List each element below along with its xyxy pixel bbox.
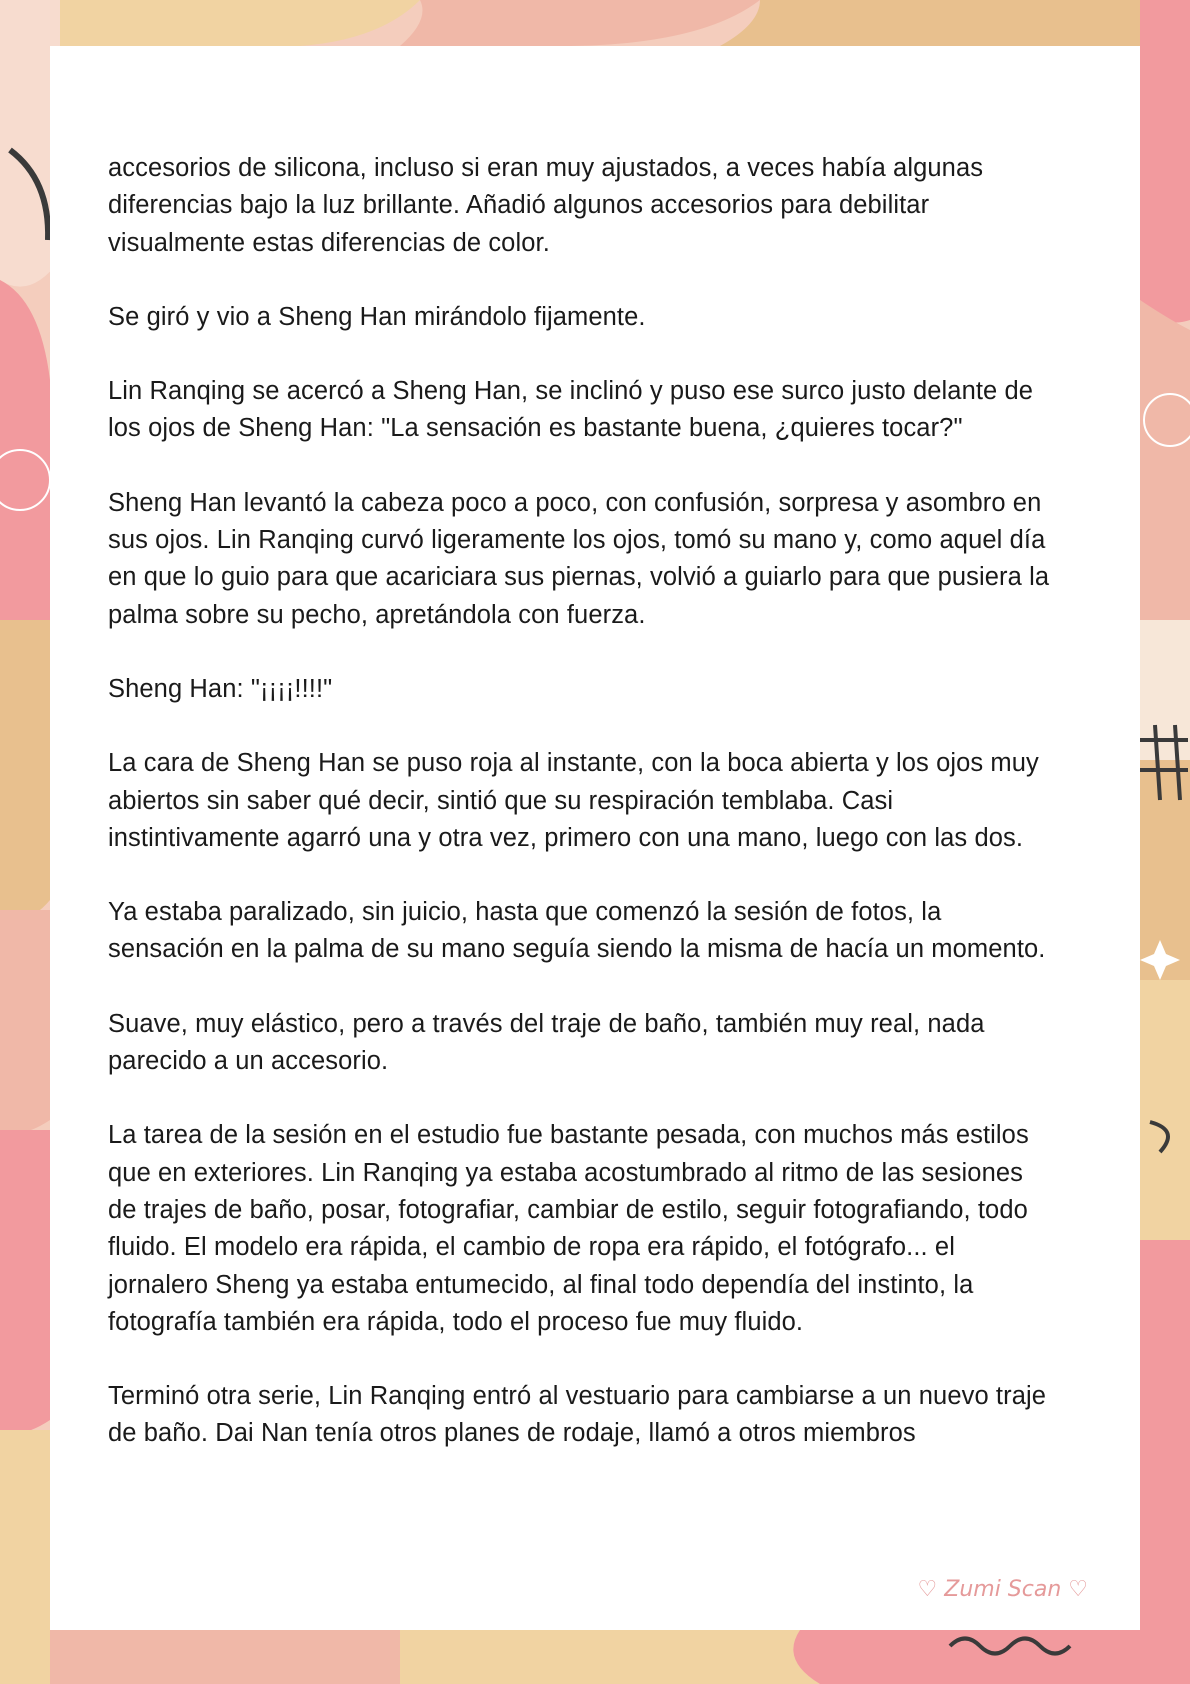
paragraph: Se giró y vio a Sheng Han mirándolo fijamente. [108,302,646,331]
document-page [50,46,1140,1630]
paragraph: Sheng Han levantó la cabeza poco a poco, con confusión, sorpresa y asombro en sus ojos. Lin Ranqing curvó ligeramente los ojos, tomó su mano y, como aquel día en que lo guio para que acariciara sus piernas, volvió a guiarlo para que pusiera la palma sobre su pecho, apretándola con fuerza. [108,488,1050,629]
paragraph: La tarea de la sesión en el estudio fue bastante pesada, con muchos más estilos que en exteriores. Lin Ranqing ya estaba acostumbrado al ritmo de las sesiones de trajes de baño, posar, fotografiar, cambiar de estilo, seguir fotografiando, todo fluido. El modelo era rápida, el cambio de ropa era rápido, el fotógrafo... el jornalero Sheng ya estaba entumecido, al final todo dependía del instinto, la fotografía también era rápida, todo el proceso fue muy fluido. [108,1121,1029,1336]
paragraph: Suave, muy elástico, pero a través del traje de baño, también muy real, nada parecido a un accesorio. [108,1009,985,1076]
footer-credit: ♡ Zumi Scan ♡ [917,1577,1088,1602]
paragraph: Terminó otra serie, Lin Ranqing entró al vestuario para cambiarse a un nuevo traje de baño. Dai Nan tenía otros planes de rodaje, llamó a otros miembros [108,1382,1047,1448]
paragraph: Sheng Han: "¡¡¡¡!!!!" [108,674,333,703]
paragraph: Ya estaba paralizado, sin juicio, hasta que comenzó la sesión de fotos, la sensación en la palma de su mano seguía siendo la misma de hacía un momento. [108,898,1046,964]
paragraph: Lin Ranqing se acercó a Sheng Han, se inclinó y puso ese surco justo delante de los ojos de Sheng Han: "La sensación es bastante buena, ¿quieres tocar?" [108,377,1034,443]
paragraph: La cara de Sheng Han se puso roja al instante, con la boca abierta y los ojos muy abiertos sin saber qué decir, sintió que su respiración temblaba. Casi instintivamente agarró una y otra vez, primero con una mano, luego con las dos. [108,749,1039,852]
paragraph: accesorios de silicona, incluso si eran muy ajustados, a veces había algunas diferencias bajo la luz brillante. Añadió algunos accesorios para debilitar visualmente estas diferencias de color. [108,154,984,257]
